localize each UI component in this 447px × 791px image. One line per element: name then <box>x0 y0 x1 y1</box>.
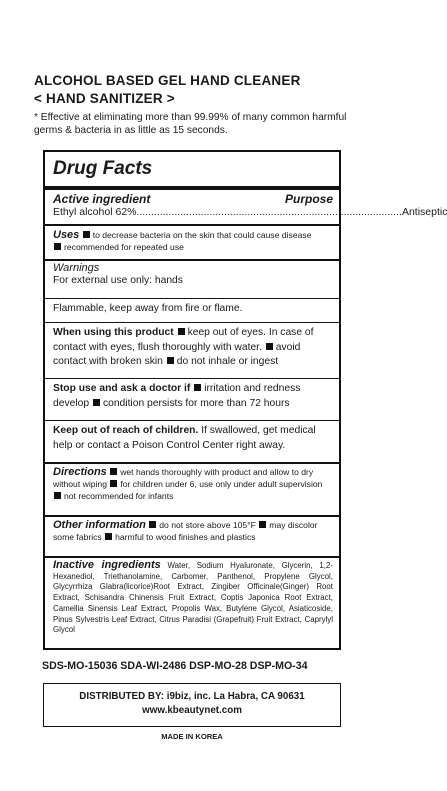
thin-rule <box>45 322 339 323</box>
section-rule <box>45 556 339 558</box>
warn-external: For external use only: hands <box>53 275 183 286</box>
section-rule <box>45 515 339 517</box>
section-rule <box>45 462 339 464</box>
other-info-item: do not store above 105°F <box>159 520 256 530</box>
drug-facts-title-block <box>53 158 333 180</box>
stop-use-label: Stop use and ask a doctor if <box>53 383 191 394</box>
product-title: ALCOHOL BASED GEL HAND CLEANER <box>34 73 301 88</box>
thick-rule <box>45 186 339 190</box>
bullet-icon <box>83 231 90 238</box>
other-info-label: Other information <box>53 519 146 531</box>
directions-item: wet hands thoroughly with product and allow to dry without wiping <box>53 467 314 489</box>
bullet-icon <box>110 480 117 487</box>
distributor-line: DISTRIBUTED BY: i9biz, inc. La Habra, CA 90631 <box>79 691 305 702</box>
other-info-item: harmful to wood finishes and plastics <box>115 532 256 542</box>
section-rule <box>45 224 339 226</box>
thin-rule <box>45 378 339 379</box>
bullet-icon <box>194 384 201 391</box>
keep-out-text: If swallowed, get medical help or contact a Poison Control Center right away. <box>53 425 316 451</box>
uses-section <box>53 229 333 253</box>
bullet-icon <box>105 533 112 540</box>
active-ingredient-row <box>53 206 447 218</box>
directions-item: for children under 6, use only under adult supervision <box>120 479 323 489</box>
when-using-item: avoid contact with broken skin <box>53 341 301 367</box>
active-ingredient-name: Ethyl alcohol 62% <box>53 206 137 218</box>
inactive-ingredients-text: Water, Sodium Hyaluronate, Glycerin, 1,2-Hexanediol, Triethanolamine, Carbomer, Panthenol, Propylene Glycol, Glycyrrhiza Glabra(licorice)Root Extract, Zingiber Officinale(Ginger) Root Extract, Schisandra Chinensis Fruit Extract, Coptis Japonica Root Extract, Camellia Sinensis Leaf Extract, Propolis Wax, Butylene Glycol, Asiaticoside, Pinus Sylvestris Leaf Extract, Citrus Paradisi (Grapefruit) Fruit Extract, Caprylyl Glycol <box>53 561 334 635</box>
purpose-label: Purpose <box>284 192 333 206</box>
regulatory-codes: SDS-MO-15036 SDA-WI-2486 DSP-MO-28 DSP-MO-34 <box>42 660 308 672</box>
stop-use-section <box>53 382 333 411</box>
product-subtitle: < HAND SANITIZER > <box>34 91 175 106</box>
warnings-label: Warnings <box>53 262 100 274</box>
active-ingredient-purpose: Antiseptic <box>401 206 447 218</box>
uses-label: Uses <box>53 229 80 241</box>
when-using-section <box>53 326 333 370</box>
other-info-item: may discolor some fabrics <box>53 520 318 542</box>
thin-rule <box>45 420 339 421</box>
drug-facts-title: Drug Facts <box>53 158 153 179</box>
stop-use-item: irritation and redness develop <box>53 383 301 409</box>
inactive-ingredients-section <box>53 560 333 636</box>
bullet-icon <box>167 357 174 364</box>
section-rule <box>45 259 339 261</box>
uses-item: recommended for repeated use <box>64 242 184 252</box>
when-using-item: do not inhale or ingest <box>176 356 279 367</box>
bullet-icon <box>54 243 61 250</box>
drug-facts-panel <box>43 150 447 650</box>
directions-section <box>53 466 333 502</box>
active-ingredient-header <box>53 192 333 206</box>
inactive-ingredients-label: Inactive ingredients <box>53 559 161 571</box>
bullet-icon <box>259 521 266 528</box>
active-ingredient-section <box>53 192 447 218</box>
thin-rule <box>45 298 339 299</box>
bullet-icon <box>266 343 273 350</box>
other-info-section <box>53 519 333 543</box>
distributor-website: www.kbeautynet.com <box>142 705 242 716</box>
bullet-icon <box>54 492 61 499</box>
directions-label: Directions <box>53 466 107 478</box>
leader-dots: ........................................................................................... <box>136 206 402 218</box>
when-using-item: keep out of eyes. In case of contact with eyes, flush thoroughly with water. <box>53 327 314 353</box>
made-in-label: MADE IN KOREA <box>161 732 223 741</box>
bullet-icon <box>110 468 117 475</box>
warnings-section <box>53 262 333 289</box>
bullet-icon <box>93 399 100 406</box>
directions-item: not recommended for infants <box>64 491 174 501</box>
stop-use-item: condition persists for more than 72 hours <box>102 397 290 409</box>
active-ingredient-label: Active ingredient <box>53 192 151 206</box>
keep-out-label: Keep out of reach of children. <box>53 425 199 436</box>
bullet-icon <box>178 328 185 335</box>
distributor-box <box>43 683 341 727</box>
warn-flammable: Flammable, keep away from fire or flame. <box>53 303 243 314</box>
uses-item: to decrease bacteria on the skin that could cause disease <box>92 230 312 240</box>
keep-out-section <box>53 424 333 453</box>
bullet-icon <box>149 521 156 528</box>
efficacy-claim: * Effective at eliminating more than 99.99% of many common harmful germs & bacteria in as little as 15 seconds. <box>34 112 347 136</box>
when-using-label: When using this product <box>53 327 174 338</box>
label-header <box>34 72 404 137</box>
